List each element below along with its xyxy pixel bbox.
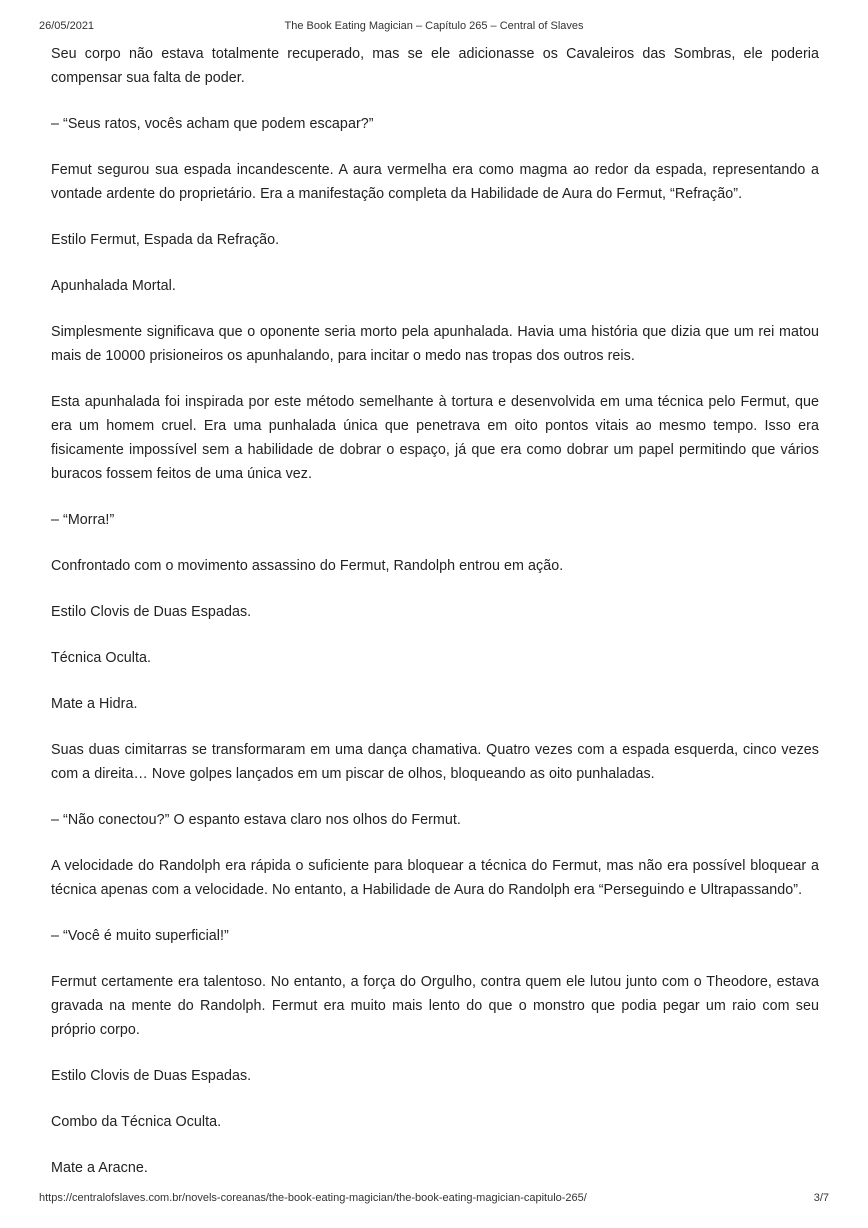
paragraph: Seu corpo não estava totalmente recuperado, mas se ele adicionasse os Cavaleiros das Sombras, ele poderia compensar sua falta de poder.	[51, 46, 819, 86]
paragraph: Técnica Oculta.	[51, 650, 152, 666]
paragraph: Estilo Fermut, Espada da Refração.	[51, 232, 280, 248]
paragraph: Suas duas cimitarras se transformaram em uma dança chamativa. Quatro vezes com a espada esquerda, cinco vezes com a direita… Nove golpes lançados em um piscar de olhos, bloqueando as oito punhaladas.	[51, 742, 819, 782]
paragraph: – “Não conectou?” O espanto estava claro nos olhos do Fermut.	[51, 812, 461, 828]
paragraph: Esta apunhalada foi inspirada por este método semelhante à tortura e desenvolvida em uma técnica pelo Fermut, que era um homem cruel. Era uma punhalada única que penetrava em oito pontos vitais ao mesmo tempo. Isso era fisicamente impossível sem a habilidade de dobrar o espaço, já que era como dobrar um papel permitindo que vários buracos fossem feitos de uma única vez.	[51, 394, 819, 482]
page-number: 3/7	[813, 1192, 829, 1204]
paragraph: – “Você é muito superficial!”	[51, 928, 229, 944]
paragraph: Combo da Técnica Oculta.	[51, 1114, 222, 1130]
paragraph: Estilo Clovis de Duas Espadas.	[51, 1068, 252, 1084]
paragraph: Estilo Clovis de Duas Espadas.	[51, 604, 252, 620]
paragraph: – “Morra!”	[51, 512, 115, 528]
paragraph: A velocidade do Randolph era rápida o suficiente para bloquear a técnica do Fermut, mas não era possível bloquear a técnica apenas com a velocidade. No entanto, a Habilidade de Aura do Randolph era “Perseguindo e Ultrapassando”.	[51, 858, 819, 898]
paragraph: Fermut certamente era talentoso. No entanto, a força do Orgulho, contra quem ele lutou junto com o Theodore, estava gravada na mente do Randolph. Fermut era muito mais lento do que o monstro que podia pegar um raio com seu próprio corpo.	[51, 974, 819, 1038]
paragraph: Simplesmente significava que o oponente seria morto pela apunhalada. Havia uma história que dizia que um rei matou mais de 10000 prisioneiros os apunhalando, para incitar o medo nas tropas dos outros reis.	[51, 324, 819, 364]
paragraph: Confrontado com o movimento assassino do Fermut, Randolph entrou em ação.	[51, 558, 564, 574]
paragraph: Mate a Hidra.	[51, 696, 138, 712]
print-header	[39, 20, 829, 36]
document-title: The Book Eating Magician – Capítulo 265 – Central of Slaves	[284, 20, 584, 32]
paragraph: – “Seus ratos, vocês acham que podem escapar?”	[51, 116, 374, 132]
paragraph: Mate a Aracne.	[51, 1160, 148, 1176]
paragraph: Femut segurou sua espada incandescente. A aura vermelha era como magma ao redor da espada, representando a vontade ardente do proprietário. Era a manifestação completa da Habilidade de Aura do Fermut, “Refração”.	[51, 162, 819, 202]
print-date: 26/05/2021	[39, 20, 95, 32]
paragraph: Apunhalada Mortal.	[51, 278, 176, 294]
source-url: https://centralofslaves.com.br/novels-coreanas/the-book-eating-magician/the-book-eating-magician-capitulo-265/	[39, 1192, 587, 1204]
chapter-content	[51, 42, 819, 1202]
